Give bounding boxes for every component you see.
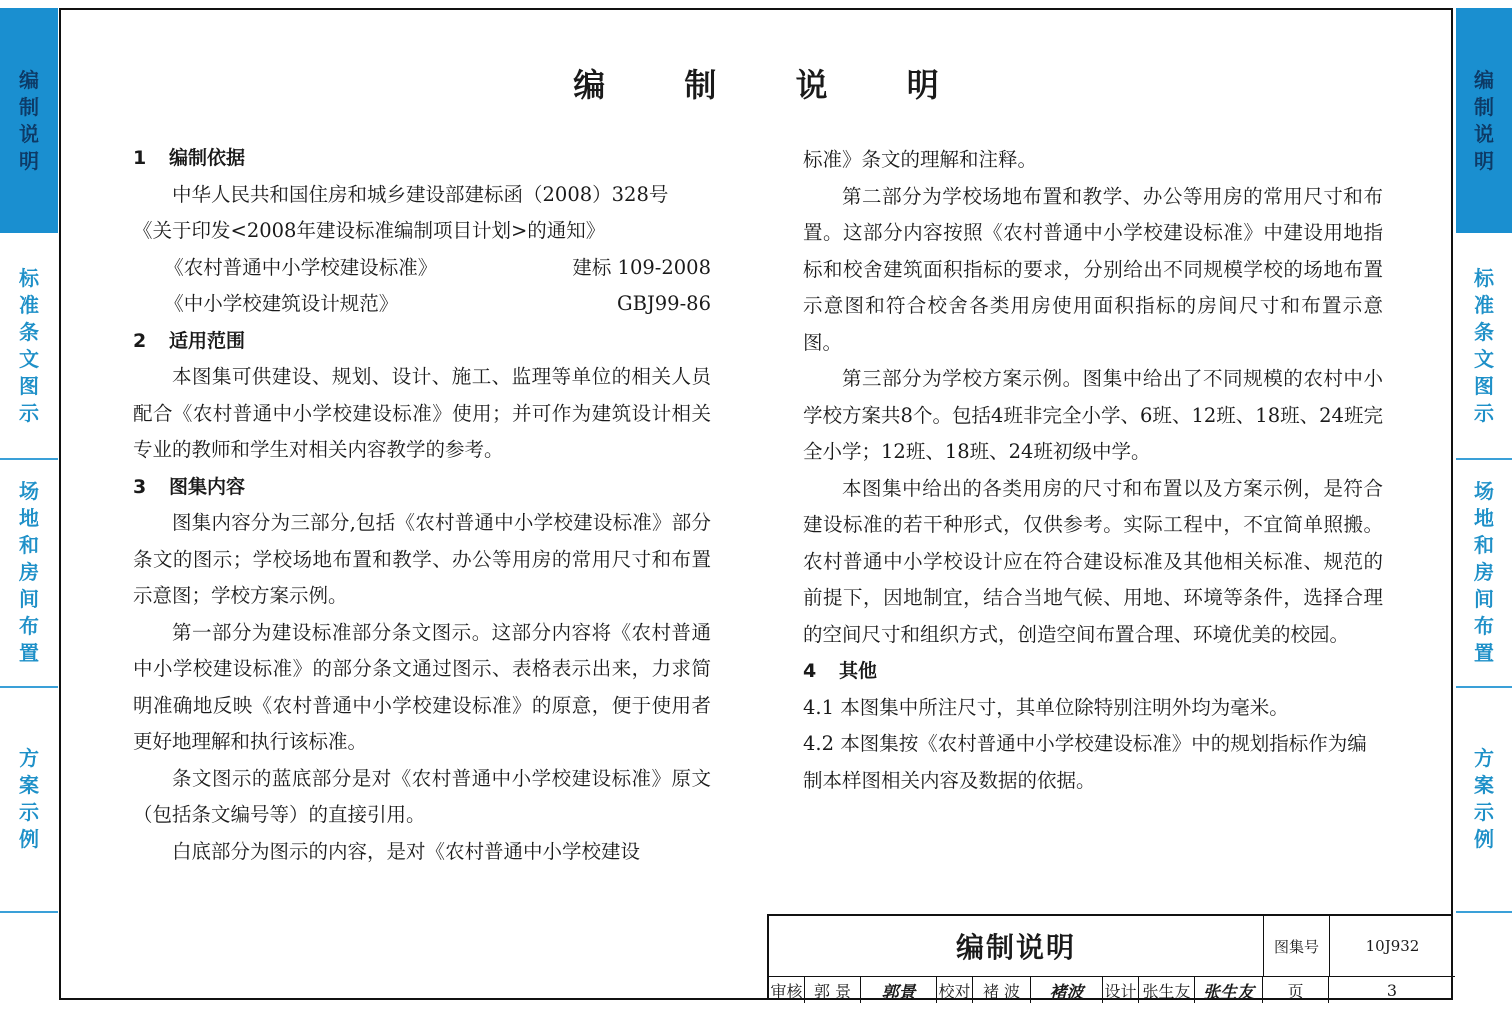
page-title: 编 制 说 明 [573,66,973,104]
tab-label-char: 间 [1474,586,1494,611]
tab-label-char: 和 [1474,532,1494,557]
tab-label-char: 例 [1474,826,1494,851]
tab-label-char: 说 [19,121,39,146]
design-label: 设计 [1103,977,1139,1003]
section-number: 2 [133,329,147,352]
section-heading-2 [133,323,711,360]
reference-code: GBJ99-86 [617,292,711,315]
reference-code: 建标 109-2008 [572,255,711,279]
tab-label-char: 地 [1474,505,1494,530]
reference-name: 《中小学校建筑设计规范》 [164,292,399,315]
tab-label-char: 明 [19,148,39,173]
tab-label-char: 图 [19,373,39,398]
tab-compilation-notes-right[interactable] [1456,8,1512,233]
tab-label-char: 间 [19,586,39,611]
tab-label-char: 场 [1474,478,1494,503]
reference-name: 《农村普通中小学校建设标准》 [164,255,438,279]
title-block-name: 编制说明 [955,931,1076,964]
tab-label-char: 条 [19,319,39,344]
tab-label-char: 制 [1474,94,1494,119]
reference-row [133,250,711,287]
paragraph: 图集内容分为三部分,包括《农村普通中小学校建设标准》部分条文的图示；学校场地布置和教学、办公等用房的常用尺寸和布置示意图；学校方案示例。 [133,511,711,607]
tab-label-char: 准 [19,292,39,317]
tab-label-char: 图 [1474,373,1494,398]
tab-label-char: 编 [1474,67,1494,92]
tab-label-char: 文 [19,346,39,371]
tab-scheme-examples-right[interactable] [1456,686,1512,913]
tab-site-and-room-layout-right[interactable] [1456,458,1512,688]
review-label: 审核 [769,977,805,1003]
page-number: 3 [1386,980,1398,1000]
tab-label-char: 文 [1474,346,1494,371]
paragraph: 本图集可供建设、规划、设计、施工、监理等单位的相关人员配合《农村普通中小学校建设标准》使用；并可作为建筑设计相关专业的教师和学生对相关内容教学的参考。 [133,365,711,461]
tab-label-char: 场 [19,478,39,503]
tab-label-char: 说 [1474,121,1494,146]
basis-line-2: 《关于印发<2008年建设标准编制项目计划>的通知》 [133,219,606,242]
paragraph: 第二部分为学校场地布置和教学、办公等用房的常用尺寸和布置。这部分内容按照《农村普通中小学校建设标准》中建设用地指标和校舍建筑面积指标的要求，分别给出不同规模学校的场地布置示意图和符合校舍各类用房使用面积指标的房间尺寸和布置示意图。 [803,184,1383,354]
drawing-frame [59,8,1453,1003]
title-block [767,914,1453,1003]
section-title: 图集内容 [169,475,246,498]
tab-label-char: 示 [1474,799,1494,824]
review-name: 郭 景 [805,977,861,1003]
tab-label-char: 示 [1474,400,1494,425]
left-tab-strip [0,8,58,1010]
tab-standard-illustrations-right[interactable] [1456,233,1512,460]
tab-site-and-room-layout[interactable] [0,458,58,688]
tab-label-char: 方 [19,745,39,770]
paragraph-continued: 标准》条文的理解和注释。 [803,148,1038,171]
tab-label-char: 准 [1474,292,1494,317]
tab-label-char: 置 [1474,640,1494,665]
tab-scheme-examples[interactable] [0,686,58,913]
left-column [133,140,711,870]
section-number: 3 [133,475,147,498]
note-item: 4.1 本图集中所注尺寸，其单位除特别注明外均为毫米。 [803,695,1289,719]
paragraph: 第一部分为建设标准部分条文图示。这部分内容将《农村普通中小学校建设标准》的部分条文通过图示、表格表示出来，力求简明准确地反映《农村普通中小学校建设标准》的原意，便于使用者更好地理解和执行该标准。 [133,620,711,753]
page-label: 页 [1263,977,1329,1003]
note-item: 4.2 本图集按《农村普通中小学校建设标准》中的规划指标作为编制本样图相关内容及数据的依据。 [803,732,1367,792]
paragraph: 第三部分为学校方案示例。图集中给出了不同规模的农村中小学校方案共8个。包括4班非完全小学、6班、12班、18班、24班完全小学；12班、18班、24班初级中学。 [803,367,1383,463]
tab-label-char: 和 [19,532,39,557]
tab-label-char: 案 [19,772,39,797]
tab-compilation-notes[interactable] [0,8,58,233]
tab-label-char: 置 [19,640,39,665]
tab-label-char: 示 [19,400,39,425]
tab-label-char: 明 [1474,148,1494,173]
reference-row [133,286,711,323]
check-signature: 褚波 [1031,977,1103,1003]
right-tab-strip [1456,8,1512,1010]
tab-label-char: 方 [1474,745,1494,770]
tab-label-char: 布 [1474,613,1494,638]
section-title: 编制依据 [169,147,246,169]
tab-label-char: 布 [19,613,39,638]
tab-label-char: 编 [19,67,39,92]
paragraph: 白底部分为图示的内容，是对《农村普通中小学校建设 [172,839,641,863]
basis-line-1: 中华人民共和国住房和城乡建设部建标函（2008）328号 [172,182,669,206]
check-label: 校对 [937,977,973,1003]
tab-label-char: 条 [1474,319,1494,344]
section-heading-4 [803,653,1383,690]
tab-label-char: 房 [19,559,39,584]
atlas-number: 10J932 [1329,916,1455,976]
right-column [803,142,1383,799]
section-title: 其他 [839,660,878,682]
section-number: 1 [133,147,147,169]
section-heading-3 [133,469,711,506]
section-number: 4 [803,660,817,682]
review-signature: 郭景 [861,977,937,1003]
check-name: 褚 波 [973,977,1031,1003]
tab-label-char: 示 [19,799,39,824]
paragraph: 条文图示的蓝底部分是对《农村普通中小学校建设标准》原文（包括条文编号等）的直接引用。 [133,766,711,826]
tab-label-char: 制 [19,94,39,119]
tab-label-char: 房 [1474,559,1494,584]
section-title: 适用范围 [169,329,246,352]
title-block-signature-row [769,976,1455,1003]
tab-standard-illustrations[interactable] [0,233,58,460]
paragraph: 本图集中给出的各类用房的尺寸和布置以及方案示例，是符合建设标准的若干种形式，仅供参考。实际工程中，不宜简单照搬。农村普通中小学校设计应在符合建设标准及其他相关标准、规范的前提下，因地制宜，结合当地气候、用地、环境等条件，选择合理的空间尺寸和组织方式，创造空间布置合理、环境优美的校园。 [803,476,1383,646]
tab-label-char: 例 [19,826,39,851]
tab-label-char: 案 [1474,772,1494,797]
atlas-number-label: 图集号 [1263,916,1329,976]
tab-label-char: 标 [1474,265,1494,290]
design-name: 张生友 [1139,977,1195,1003]
tab-label-char: 地 [19,505,39,530]
tab-label-char: 标 [19,265,39,290]
design-signature: 张生友 [1195,977,1263,1003]
section-heading-1 [133,140,711,177]
